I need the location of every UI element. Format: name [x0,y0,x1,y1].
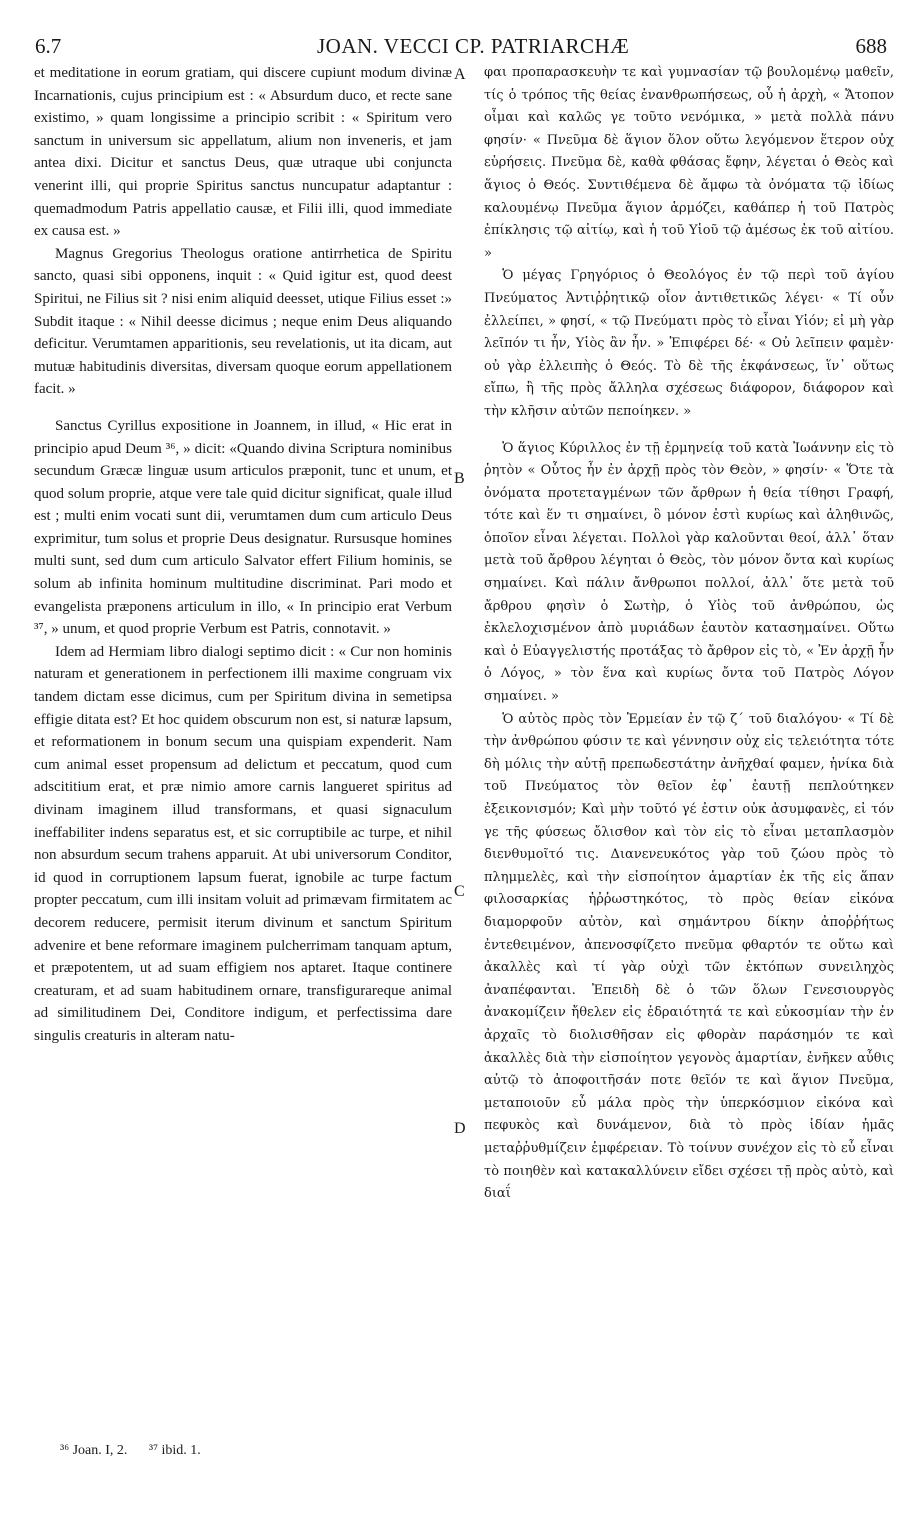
greek-paragraph-2: Ὁ μέγας Γρηγόριος ὁ Θεολόγος ἐν τῷ περὶ τοῦ ἁγίου Πνεύματος Ἀντιῤῥητικῷ οἷον ἀντιθετικῶς λέγει· « Τί οὖν ἐλλείπει, » φησί, « τῷ Πνεύματι πρὸς τὸ εἶναι Υἱόν; εἰ μὴ γὰρ λεῖπόν τι ἦν, Υἱὸς ἂν ἦν. » Ἐπιφέρει δέ· « Οὐ λεῖπειν φαμὲν· οὐ γὰρ ἐλλειπὴς ὁ Θεός. Τὸ δὲ τῆς ἐκφάνσεως, ἵν᾽ οὕτως εἴπω, ἢ τῆς πρὸς ἄλληλα σχέσεως διάφορον, διάφορον καὶ τὴν κλῆσιν αὐτῶν πεποίηκεν. » [484,268,894,419]
latin-paragraph-4: Idem ad Hermiam libro dialogi septimo dicit : « Cur non hominis naturam et generationem in perfectionem illi maxime congruam vix tandem dictam esse dicimus, cum per Spiritum divina in semetipsa effigie ditata est? Et hoc quidem obscurum non est, si naturæ lapsum, et reformationem in bonum secum una quispiam expenderit. Nam cum animal esset propensum ad delictum et peccatum, quod cum adscititium erat, et præ nimio amore carnis langueret spiritus ad divinam imaginem illud transformans, et quasi signaculum ineffabiliter indens separatus est, et sic corruptibile ac turpe, et nihil non absurdum secum trahens apparuit. At ubi universorum Conditor, id quod in corruptionem lapsum fuerat, ignobile ac turpe factum propter peccatum, cum illi insitam voluit ad primævam firmitatem ac decorem reducere, permisit iterum divinum et sanctum Spiritum advenire et bene reformare imaginem pulcherrimam tanquam aptum, et præpotentem, ut ad suam effigiem nos aptaret. Itaque continere creaturam, et ad suam habitudinem ornare, transfigurareque animal ad similitudinem Dei, Conditore indigum, et perfectissima dare singulis creaturis in alteram natu- [34,643,452,1044]
page-number-right: 688 [855,34,887,58]
footnotes [60,1442,219,1460]
running-title: JOAN. VECCI CP. PATRIARCHÆ [317,34,630,58]
greek-paragraph-4: Ὁ αὐτὸς πρὸς τὸν Ἑρμείαν ἐν τῷ ζ΄ τοῦ διαλόγου· « Τί δὲ τὴν ἀνθρώπου φύσιν τε καὶ γέννησιν οὐχ εἰς τελειότητα τότε δὴ μόλις τὴν αὐτῇ πρεπωδεστάτην ἀνῆχθαί φαμεν, ἡνίκα διὰ τοῦ Πνεύματος τὸν θεῖον ἐφ᾽ ἑαυτῇ πεπλούτηκεν ἐξεικονισμόν; Καὶ μὴν τοῦτό γέ ἐστιν οὐκ ἀσυμφανὲς, εἰ τόν γε τῆς φύσεως ὄλισθον καὶ τὸν εἰς τὸ εἶναι μεταπλασμὸν διενθυμοῖτό τις. Διανενευκότος γὰρ τοῦ ζώου πρὸς τὸ πλημμελὲς, καὶ τὴν εἰσποίητον ἁμαρτίαν ἐκ τῆς εἰς ἅπαν φιλοσαρκίας ἠῤῥωστηκότος, τὸ πρὸς θείαν εἰκόνα διαμορφοῦν αὐτὸν, καὶ σημάντρου δίκην ἀποῤῥήτως ἐντεθειμένον, ἀπενοσφίζετο πνεῦμα φθαρτόν τε οὕτω καὶ ἀκαλλὲς καὶ τί γὰρ οὐχὶ τῶν ἐκτόπων συνειληχὸς ἀναπέφανται. Ἐπειδὴ δὲ ὁ τῶν ὅλων Γενεσιουργὸς ἀνακομίζειν ἤθελεν εἰς ἑδραιότητά τε καὶ εὐκοσμίαν τὴν ἐν ἀρχαῖς τὸ διολισθῆσαν εἰς φθορὰν παράσημόν τε καὶ ἀκαλλὲς διὰ τὴν εἰσποίητον γεγονὸς ἁμαρτίαν, ἐνῆκεν αὖθις αὐτῷ τὸ ἀποφοιτῆσάν ποτε θεῖόν τε καὶ ἅγιον Πνεῦμα, μεταποιοῦν εὖ μάλα πρὸς τὴν ὑπερκόσμιον εἰκόνα καὶ πεφυκὸς καὶ δυνάμενον, διὰ τὸ πρὸς ἰδίαν ἡμᾶς μεταῤῥυθμίζειν ἐμφέρειαν. Τὸ τοίνυν συνέχον εἰς τὸ εὖ εἶναι τὸ ποιηθὲν καὶ κατακαλλύνειν εἴδει σχέσει τῇ πρὸς αὐτὸ, καὶ διαΐ [484,711,894,1202]
greek-column [484,62,894,1206]
greek-paragraph-1: φαι προπαρασκευὴν τε καὶ γυμνασίαν τῷ βουλομένῳ μαθεῖν, τίς ὁ τρόπος τῆς θείας ἐνανθρωπήσεως, οὗ ἡ ἀρχὴ, « Ἄτοπον οἶμαι καὶ καλῶς γε τοῦτο νενόμικα, » μετὰ πολλὰ πάνυ φησίν· « Πνεῦμα δὲ ἅγιον ὅλον οὕτω λεγόμενον ἕτερον οὐχ εὑρήσεις. Πνεῦμα δὲ, καθὰ φθάσας ἔφην, λέγεται ὁ Θεὸς καὶ ἅγιος ὁ Θεός. Συντιθέμενα δὲ ἄμφω τὰ ὀνόματα τῷ ἰδίως καλουμένῳ Πνεῦμα ἅγιον ἁρμόζει, καθάπερ ἡ τοῦ Πατρὸς ἐπίκλησις τῷ αἰτίῳ, καὶ ἡ τοῦ Υἱοῦ τῷ ἀμέσως ἐκ τοῦ αἰτίου. » [484,65,894,261]
page-header [35,34,887,60]
latin-paragraph-3: Sanctus Cyrillus expositione in Joannem, in illud, « Hic erat in principio apud Deum ³⁶, » dicit: «Quando divina Scriptura nominibus secundum Græcæ linguæ usum articulos præponit, tunc et unum, et quod solum proprie, atque vere tale quid dicitur significat, quale illud est ; multi enim vocati sunt dii, verumtamen dum cum articulo Deus exprimitur, tum solus et proprie Deus designatur. Rursusque homines multi sunt, sed dum cum articulo Salvator effert Filium hominis, se solum ab infinita hominum multitudine discriminat. Pari modo et evangelista præponens articulum in illo, « In principio erat Verbum ³⁷, » unum, et quod proprie Verbum est Patris, connotavit. » [34,417,452,638]
greek-paragraph-3: Ὁ ἅγιος Κύριλλος ἐν τῇ ἑρμηνείᾳ τοῦ κατὰ Ἰωάννην εἰς τὸ ῥητὸν « Οὗτος ἦν ἐν ἀρχῇ πρὸς τὸν Θεὸν, » φησίν· « Ὅτε τὰ ὀνόματα προτεταγμένων τῶν ἄρθρων ἡ θεία τίθησι Γραφή, τότε καὶ ἕν τι σημαίνει, ὃ μόνον ἐστὶ κυρίως καὶ ἀληθινῶς, ὁποῖον εἶναι λέγεται. Πολλοὶ γὰρ καλοῦνται θεοί, ἀλλ᾽ ὅταν μετὰ τοῦ ἄρθρου λέγηται ὁ Θεὸς, τὸν μόνον ὄντα καὶ κυρίως σημαίνει. Καὶ πάλιν ἄνθρωποι πολλοί, ἀλλ᾽ ὅτε μετὰ τοῦ ἄρθρου φησὶν ὁ Σωτὴρ, ὁ Υἱὸς τοῦ ἀνθρώπου, ὡς ἐκλελοχισμένον ἀπὸ μυριάδων ἑαυτὸν κατασημαίνει. Οὕτω καὶ ὁ Εὐαγγελιστής προτάξας τὸ ἄρθρον εἰς τὸ, « Ἐν ἀρχῇ ἦν ὁ Λόγος, » τὸν ἕνα καὶ κυρίως ὄντα τοῦ Πατρὸς Λόγον σημαίνει. » [484,440,894,705]
margin-marker-c: C [454,883,465,900]
page-number-left: 6.7 [35,34,62,58]
margin-marker-d: D [454,1120,466,1137]
footnote-37: ³⁷ ibid. 1. [148,1443,201,1458]
footnote-36: ³⁶ Joan. I, 2. [60,1443,128,1458]
latin-column [34,62,452,1048]
margin-marker-b: B [454,470,465,487]
latin-paragraph-1: et meditatione in eorum gratiam, qui discere cupiunt modum divinæ Incarnationis, cujus principium est : « Absurdum duco, et recte sane existimo, » quam longissime a principio scribit : « Spiritum vero sanctum in universum sic appellatum, alium non inveneris, et jam antea dixi. Dicitur et sanctus Deus, quæ utraque ubi conjuncta venerint illi, qui proprie Spiritus sanctus nuncupatur adaptantur : quemadmodum Patris appellatio causæ, et Filii illi, quod immediate ex causa est. » [34,65,452,240]
margin-marker-a: A [454,66,466,83]
latin-paragraph-2: Magnus Gregorius Theologus oratione antirrhetica de Spiritu sancto, quasi sibi opponens, inquit : « Quid igitur est, quod deest Spiritui, ne Filius sit ? nisi enim aliquid deesset, utique Filius esset :» Subdit itaque : « Nihil deesse dicimus ; neque enim Deus aliquando deficitur. Verumtamen apparitionis, seu revelationis, ut ita dicam, aut mutuæ habitudinis diversitas, diversam quoque eorum appellationem facit. » [34,245,452,398]
